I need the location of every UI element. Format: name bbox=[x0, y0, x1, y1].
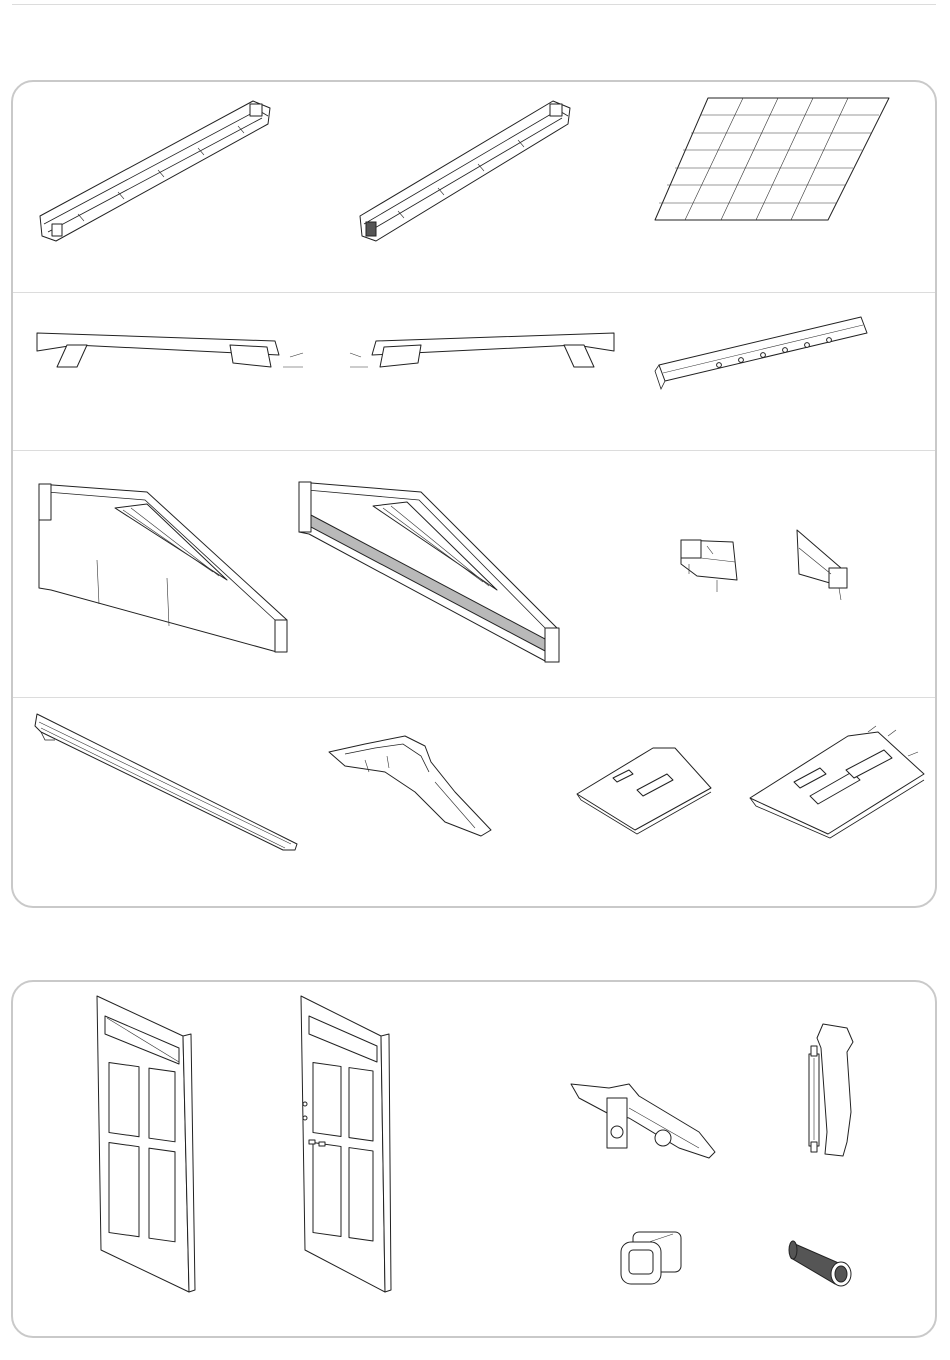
door-bolt-holder-illustration bbox=[619, 1228, 689, 1288]
row-divider bbox=[13, 697, 935, 698]
door-handle-illustration bbox=[803, 1022, 863, 1162]
ridge-beam-right-illustration bbox=[358, 96, 598, 246]
right-door-illustration bbox=[295, 994, 405, 1294]
gable-bracket-left-illustration bbox=[677, 534, 747, 604]
rear-gable-truss-illustration bbox=[297, 480, 567, 670]
roof-support-beam-left-illustration bbox=[35, 325, 305, 375]
rubber-bushing-illustration bbox=[789, 1228, 859, 1288]
gable-bracket-right-illustration bbox=[791, 528, 861, 608]
ridge-beam-left-illustration bbox=[38, 96, 278, 246]
perforated-steel-bar-illustration bbox=[653, 315, 873, 395]
door-parts-panel bbox=[11, 980, 937, 1338]
top-rule bbox=[12, 4, 936, 5]
row-divider bbox=[13, 292, 935, 293]
left-door-illustration bbox=[91, 994, 201, 1294]
door-latch-illustration bbox=[569, 1078, 719, 1168]
ridge-connector-illustration bbox=[325, 732, 505, 842]
ridge-cap-small-illustration bbox=[575, 744, 715, 834]
roof-panel-illustration bbox=[653, 96, 893, 226]
row-divider bbox=[13, 450, 935, 451]
ridge-cap-large-illustration bbox=[748, 726, 928, 841]
front-gable-truss-illustration bbox=[37, 480, 297, 660]
roof-parts-panel bbox=[11, 80, 937, 908]
roof-support-beam-right-illustration bbox=[348, 325, 618, 375]
roof-trim-rail-illustration bbox=[33, 712, 303, 852]
